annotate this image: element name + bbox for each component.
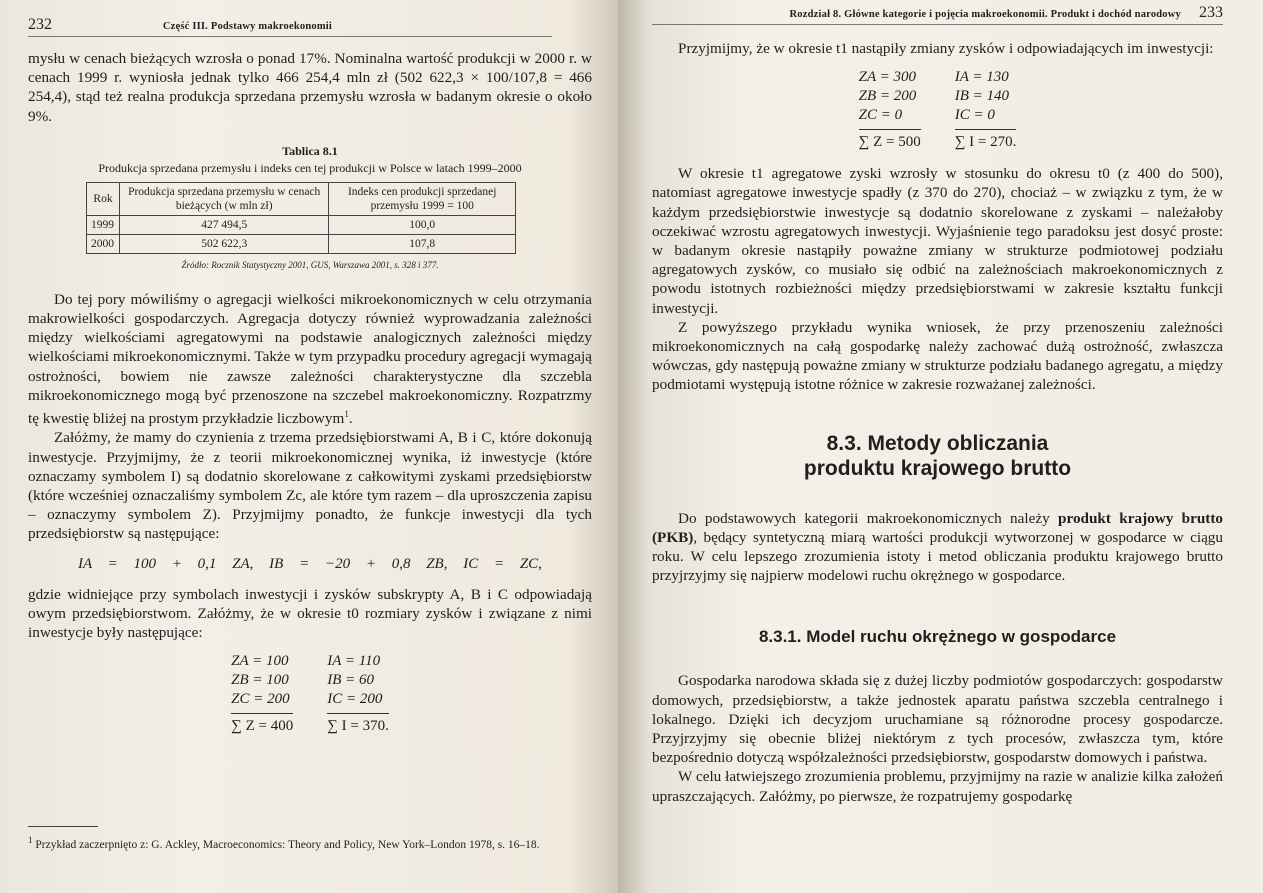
investments-column <box>327 652 389 736</box>
right-para-4 <box>652 509 1223 586</box>
right-para-6: W celu łatwiejszego zrozumienia problemu, przyjmijmy na razie w analizie kilka założeń upraszczających. Załóżmy, po pierwsze, że rozpatrujemy gospodarkę <box>652 768 1223 805</box>
section-heading <box>652 431 1223 481</box>
right-para-4-start: Do podstawowych kategorii makroekonomicznych należy <box>678 509 1059 527</box>
table-cell: 100,0 <box>329 215 516 234</box>
investment-sum: ∑ I = 370. <box>327 713 389 736</box>
left-para-1-end: . <box>348 410 353 428</box>
footnote-text: Przykład zaczerpnięto z: G. Ackley, Macroeconomics: Theory and Policy, New York–London 1978, s. 16–18. <box>35 838 540 851</box>
left-page-number: 232 <box>28 16 52 33</box>
left-page <box>0 0 618 893</box>
investment-functions: IA = 100 + 0,1 ZA, IB = −20 + 0,8 ZB, IC = ZC, <box>78 555 542 572</box>
table-cell: 427 494,5 <box>120 215 329 234</box>
table-title: Tablica 8.1 <box>282 143 338 158</box>
profit-line: ZB = 100 <box>231 672 289 689</box>
investment-line: IA = 110 <box>327 653 381 670</box>
table-row <box>87 234 516 253</box>
profit-line: ZC = 0 <box>858 107 903 124</box>
profit-sum: ∑ Z = 500 <box>859 129 921 152</box>
section-heading-line-2: produktu krajowego brutto <box>803 456 1072 480</box>
profit-line: ZC = 200 <box>231 691 290 708</box>
term-pkb: produkt krajowy brutto (PKB) <box>652 509 1223 546</box>
right-para-3: Z powyższego przykładu wynika wniosek, że przy przenoszeniu zależności mikroekonomicznych na całą gospodarkę należy zachować dużą ostrożność, zwłaszcza wówczas, gdy następują poważne zmiany w strukturze podziału badanego agregatu, a między podmiotami występują istotne różnice w zakresie rozważanej zależności. <box>652 318 1223 394</box>
table-cell: 1999 <box>87 215 120 234</box>
right-page <box>618 0 1263 893</box>
right-para-4-rest: , będący syntetyczną miarą wartości produkcji wytworzonej w gospodarce w ciągu roku. W celu lepszego zrozumienia istoty i metod obliczania produktu krajowego brutto przyjrzyjmy się najpierw modelowi ruchu okrężnego w gospodarce. <box>652 528 1223 585</box>
right-system-t1 <box>652 68 1223 152</box>
investment-sum: ∑ I = 270. <box>955 129 1017 152</box>
investment-line: IC = 0 <box>954 107 995 124</box>
table-cell: 2000 <box>87 234 120 253</box>
profits-column <box>231 652 293 736</box>
production-table <box>86 182 516 254</box>
left-para-3: gdzie widniejące przy symbolach inwestycji i zysków subskrypty A, B i C odpowiadają owym przedsiębiorstwom. Załóżmy, że w okresie t0 rozmiary zysków i związane z nimi inwestycje były następujące: <box>28 585 592 641</box>
right-page-number: 233 <box>1199 4 1223 21</box>
profit-sum: ∑ Z = 400 <box>231 713 293 736</box>
investment-line: IA = 130 <box>954 69 1009 86</box>
subsection-heading: 8.3.1. Model ruchu okrężnego w gospodarce <box>758 627 1117 647</box>
right-running-head <box>652 4 1223 25</box>
investment-line: IB = 140 <box>954 88 1009 105</box>
profit-line: ZA = 300 <box>858 69 916 86</box>
right-para-5: Gospodarka narodowa składa się z dużej liczby podmiotów gospodarczych: gospodarstw domowych, przedsiębiorstw, a także jednostek aparatu państwa szczebla centralnego i lokalnego. Dzięki ich decyzjom uruchamiane są różnorodne procesy gospodarcze. Przyjrzyjmy się obecnie bliżej niektórym z tych procesów, zwłaszcza tym, które bezpośrednio dotyczą współzależności przedsiębiorstw, gospodarstw domowych i państwa. <box>652 672 1223 767</box>
profit-line: ZB = 200 <box>858 88 917 105</box>
footnote-ref[interactable]: 1 <box>344 409 349 420</box>
table-header-cell: Produkcja sprzedana przemysłu w cenach bieżących (w mln zł) <box>120 182 329 215</box>
footnote <box>28 826 578 853</box>
left-para-2: Załóżmy, że mamy do czynienia z trzema przedsiębiorstwami A, B i C, które dokonują inwestycje. Przyjmijmy, że z teorii mikroekonomicznej wynika, iż inwestycje (które oznaczamy symbolem I) są dodatnio skorelowane z całkowitymi zyskami przedsiębiorstw (które wcześniej oznaczaliśmy symbolem Zc, ale które tym razem – dla uproszczenia zapisu – oznaczymy symbolem Z). Przyjmijmy ponadto, że funkcje inwestycji dla tych przedsiębiorstw są następujące: <box>28 429 592 543</box>
right-para-2: W okresie t1 agregatowe zyski wzrosły w stosunku do okresu t0 (z 400 do 500), natomiast agregatowe inwestycje spadły (z 370 do 270), chociaż – w związku z tym, że w każdym przedsiębiorstwie inwestycje są dodatnio skorelowane z zyskami – należałoby oczekiwać wzrostu agregatowych inwestycji. Wyjaśnienie tego paradoksu jest dosyć proste: w badanym okresie nastąpiły poważne zmiany w strukturze podmiotowej podziału agregatowych zysków, co musiało się odbić na zależnościach makroekonomicznych z powodu istotnych rozbieżności między przedsiębiorstwami w zakresie kształtu funkcji inwestycji. <box>652 165 1223 317</box>
investment-line: IB = 60 <box>327 672 374 689</box>
investments-column <box>955 68 1017 152</box>
table-cell: 107,8 <box>329 234 516 253</box>
table-subtitle: Produkcja sprzedana przemysłu i indeks cen tej produkcji w Polsce w latach 1999–2000 <box>98 160 522 175</box>
table-header-cell: Indeks cen produkcji sprzedanej przemysłu 1999 = 100 <box>329 182 516 215</box>
left-para-1-text: Do tej pory mówiliśmy o agregacji wielkości mikroekonomicznych w celu otrzymania makrowielkości gospodarczych. Agregacja dotyczy również wyprowadzania zależności między wielkościami agregatowymi na podstawie analogicznych zależności między wielkościami mikroekonomicznymi. Także w tym przypadku procedury agregacji wymagają ostrożności, bowiem nie zawsze zależności charakterystyczne dla szczebla mikroekonomicznego mogą być przenoszone na szczebel makroekonomiczny. Rozpatrzmy tę kwestię bliżej na prostym przykładzie liczbowym <box>28 290 592 428</box>
footnote-mark: 1 <box>28 835 33 845</box>
left-para-top: mysłu w cenach bieżących wzrosła o ponad 17%. Nominalna wartość produkcji w 2000 r. w cenach 1999 r. wyniosła jednak tylko 466 254,4 mln zł (502 622,3 × 100/107,8 = 466 254,4), stąd też realna produkcja sprzedana przemysłu wzrosła w badanym okresie o około 9%. <box>28 50 592 125</box>
profit-line: ZA = 100 <box>231 653 289 670</box>
profits-column <box>859 68 921 152</box>
table-source: Źródło: Rocznik Statystyczny 2001, GUS, Warszawa 2001, s. 328 i 377. <box>181 259 439 270</box>
right-running-title: Rozdział 8. Główne kategorie i pojęcia makroekonomii. Produkt i dochód narodowy <box>789 9 1181 20</box>
footnote-rule <box>28 826 98 827</box>
table-header-cell: Rok <box>87 182 120 215</box>
section-heading-line-1: 8.3. Metody obliczania <box>826 431 1049 455</box>
left-system-t0 <box>28 652 592 736</box>
left-running-title: Część III. Podstawy makroekonomii <box>162 21 332 32</box>
left-para-1 <box>28 290 592 428</box>
investment-line: IC = 200 <box>327 691 383 708</box>
right-para-1: Przyjmijmy, że w okresie t1 nastąpiły zmiany zysków i odpowiadających im inwestycji: <box>678 40 1214 57</box>
table-cell: 502 622,3 <box>120 234 329 253</box>
table-row <box>87 215 516 234</box>
left-running-head <box>28 16 552 37</box>
table-header-row <box>87 182 516 215</box>
